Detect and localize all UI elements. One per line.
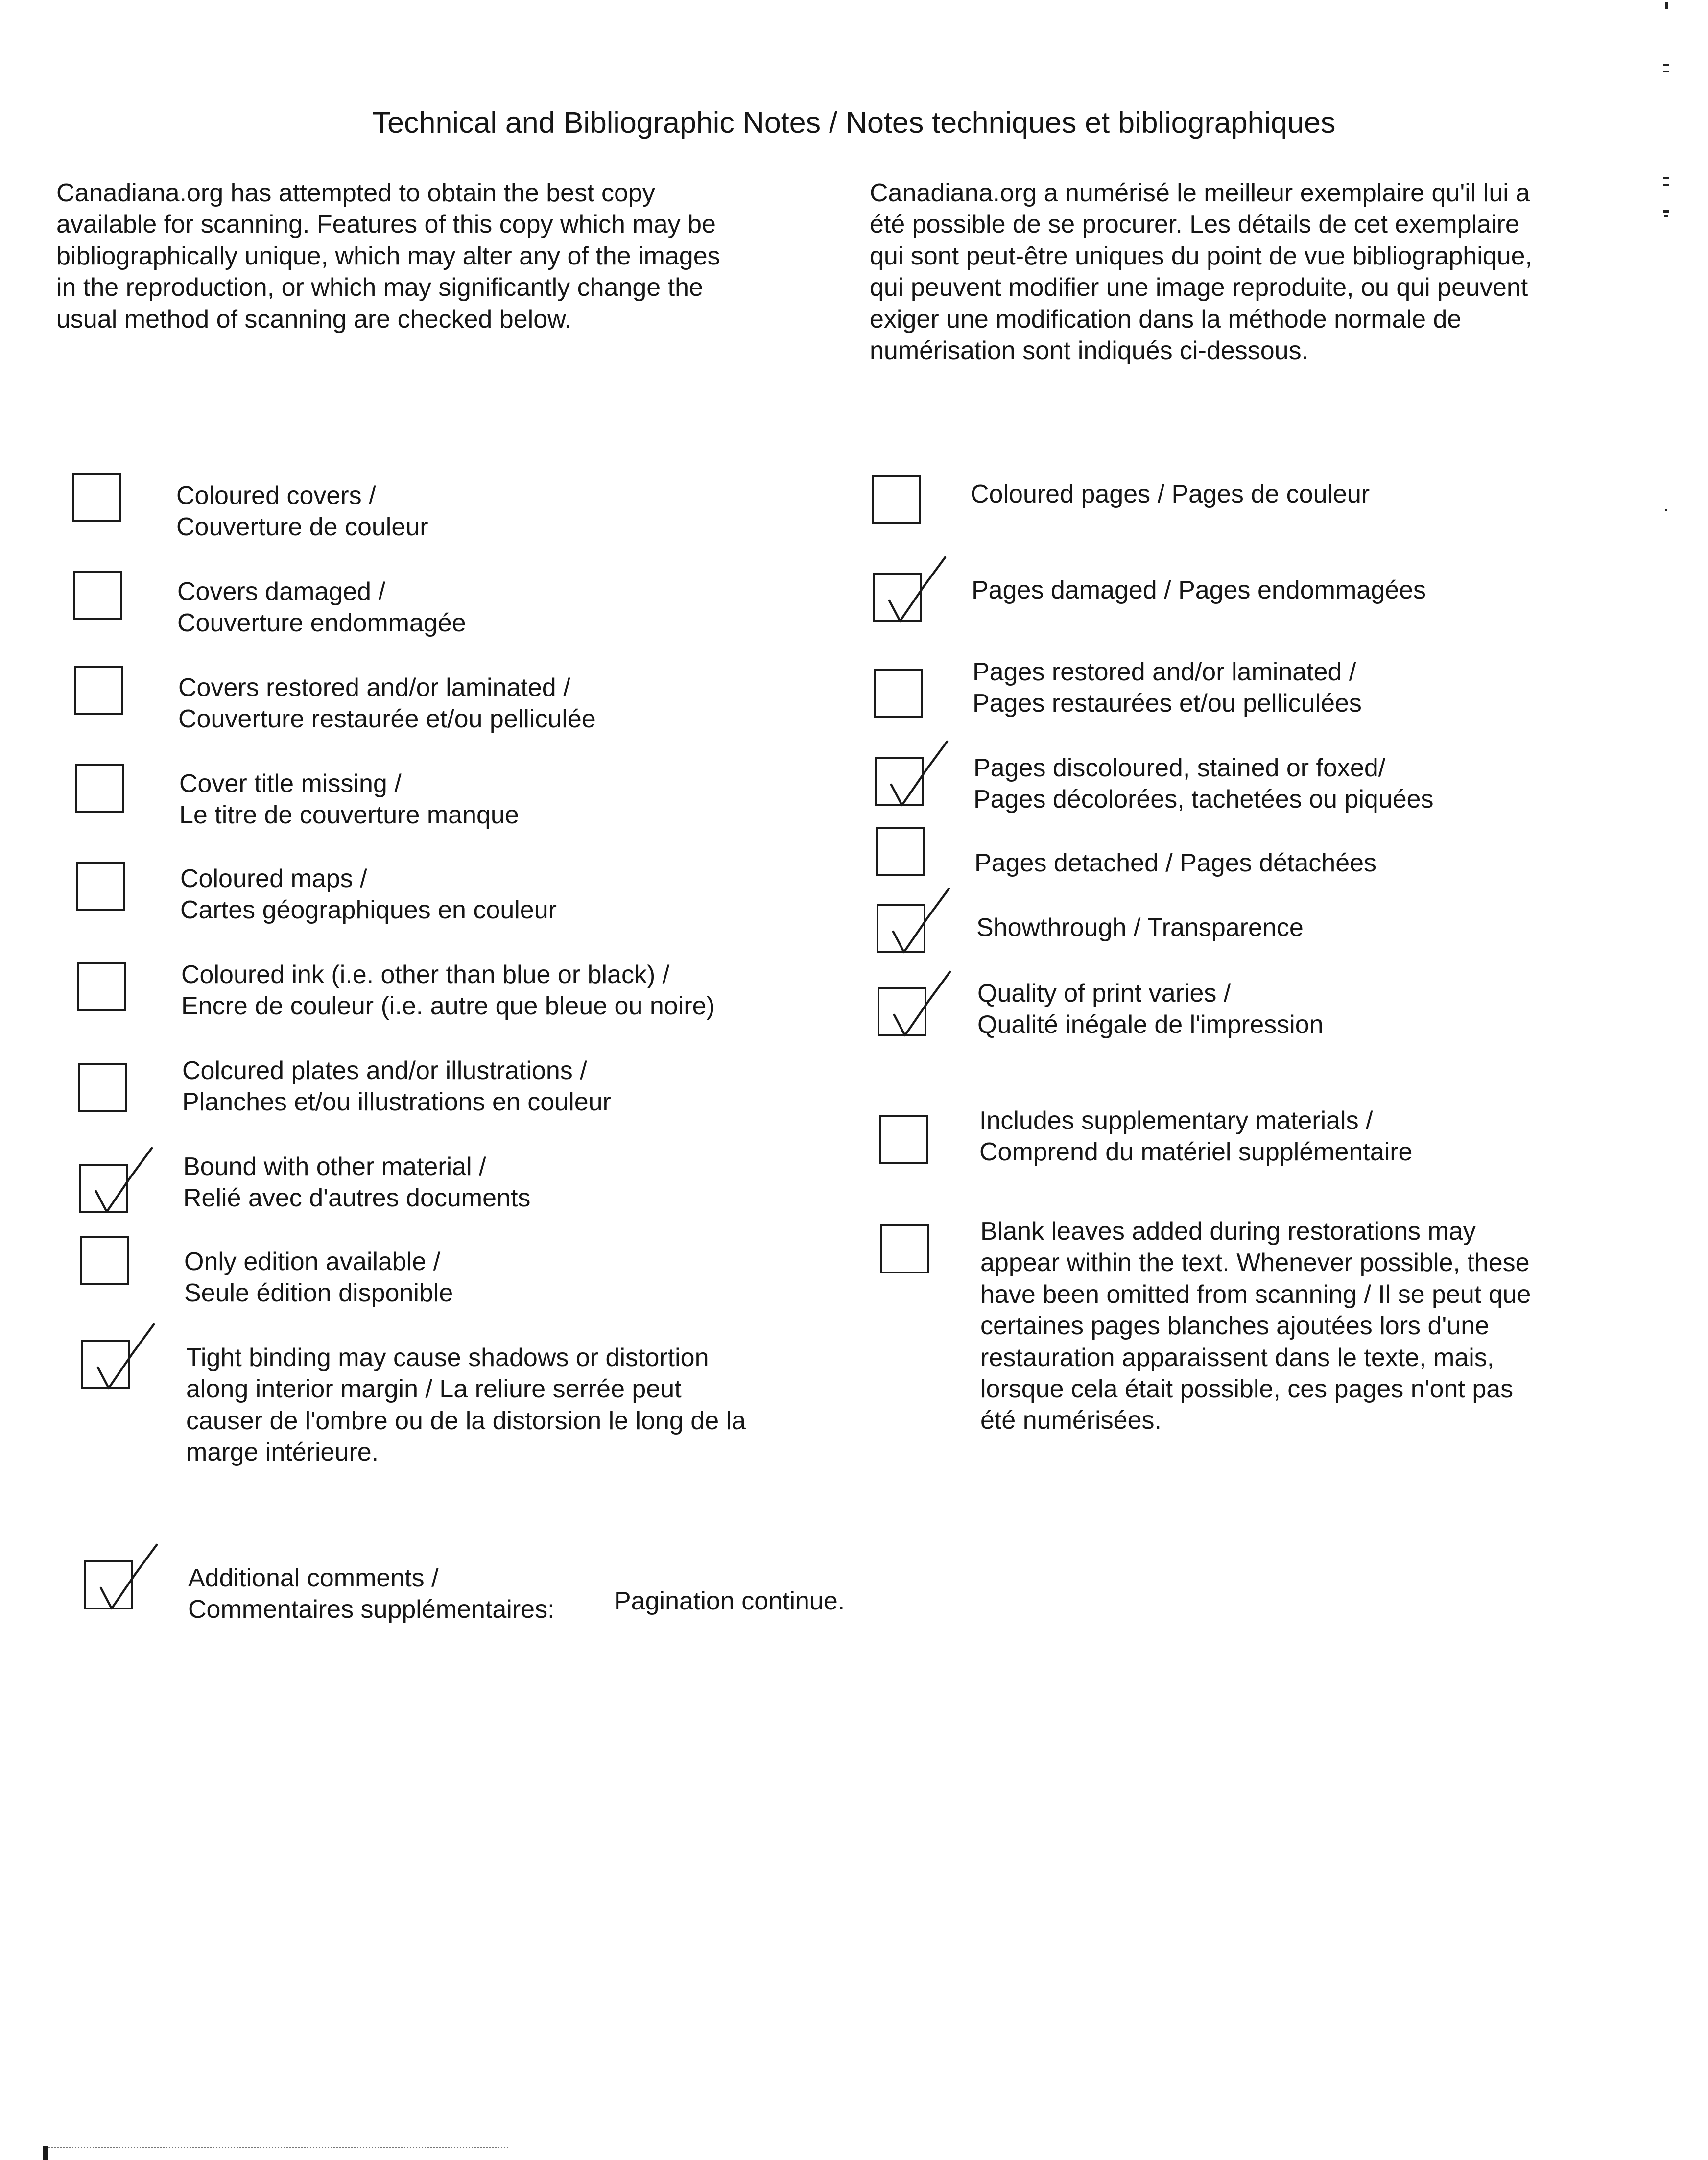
label-pages-detached <box>974 847 1376 879</box>
label-line: Qualité inégale de l'impression <box>977 1010 1324 1039</box>
label-includes-supplementary-materials <box>979 1105 1412 1168</box>
intro-english-line: bibliographically unique, which may alter any of the images <box>56 241 720 270</box>
label-line: Coloured pages / Pages de couleur <box>971 480 1370 508</box>
intro-french-line: qui peuvent modifier une image reproduite, ou qui peuvent <box>870 273 1528 302</box>
check-mark-icon <box>876 885 954 958</box>
intro-english-line: usual method of scanning are checked below. <box>56 305 572 334</box>
label-line: Comprend du matériel supplémentaire <box>979 1138 1413 1167</box>
checkbox-includes-supplementary-materials[interactable] <box>879 1115 928 1164</box>
label-line: Pages restaurées et/ou pelliculées <box>973 689 1362 718</box>
label-line: Showthrough / Transparence <box>976 913 1304 942</box>
label-line: Pages décolorées, tachetées ou piquées <box>973 785 1434 814</box>
label-line: Cartes géographiques en couleur <box>180 896 557 925</box>
label-line: Planches et/ou illustrations en couleur <box>182 1088 611 1117</box>
checkbox-blank-leaves-added[interactable] <box>880 1224 929 1273</box>
check-mark-stroke <box>893 888 949 952</box>
check-mark-stroke <box>894 972 950 1035</box>
label-coloured-plates <box>182 1055 611 1118</box>
checkbox-showthrough[interactable] <box>877 904 925 953</box>
intro-french-line: exiger une modification dans la méthode normale de <box>870 305 1462 334</box>
intro-french <box>870 177 1532 366</box>
scan-edge-mark <box>43 2146 48 2160</box>
check-mark-icon <box>877 968 955 1041</box>
label-line: marge intérieure. <box>186 1438 379 1467</box>
scan-edge-line <box>43 2147 508 2148</box>
intro-french-line: Canadiana.org a numérisé le meilleur exemplaire qu'il lui a <box>870 179 1530 207</box>
label-tight-binding <box>186 1342 746 1468</box>
checkbox-coloured-pages[interactable] <box>872 475 921 524</box>
check-mark-stroke <box>98 1324 154 1388</box>
checkbox-tight-binding[interactable] <box>81 1340 130 1389</box>
label-line: Pages damaged / Pages endommagées <box>972 576 1426 604</box>
checkbox-bound-with-other-material[interactable] <box>79 1164 128 1213</box>
label-line: Cover title missing / <box>179 769 402 798</box>
checkbox-coloured-covers[interactable] <box>72 473 121 522</box>
label-line: Le titre de couverture manque <box>179 801 519 830</box>
label-coloured-pages <box>971 479 1370 510</box>
intro-french-line: numérisation sont indiqués ci-dessous. <box>870 336 1309 365</box>
label-line: causer de l'ombre ou de la distorsion le long de la <box>186 1406 746 1435</box>
checkbox-pages-detached[interactable] <box>876 827 925 876</box>
label-line: Relié avec d'autres documents <box>183 1184 531 1213</box>
label-line: Includes supplementary materials / <box>979 1106 1373 1135</box>
label-coloured-covers <box>176 480 428 543</box>
label-line: Encre de couleur (i.e. autre que bleue ou noire) <box>181 992 715 1021</box>
check-mark-icon <box>78 1144 157 1218</box>
label-line: Commentaires supplémentaires: <box>188 1595 555 1624</box>
label-line: certaines pages blanches ajoutées lors d'une <box>980 1312 1490 1341</box>
label-line: Coloured covers / <box>176 481 376 510</box>
label-line: Covers damaged / <box>177 577 385 606</box>
label-coloured-ink <box>181 959 715 1022</box>
checkbox-coloured-ink[interactable] <box>77 962 126 1011</box>
label-only-edition-available <box>184 1246 453 1309</box>
checkbox-only-edition-available[interactable] <box>80 1236 129 1285</box>
label-covers-damaged <box>177 576 466 639</box>
checkbox-coloured-maps[interactable] <box>76 862 125 911</box>
label-line: Colcured plates and/or illustrations / <box>182 1056 587 1085</box>
label-line: along interior margin / La reliure serrée peut <box>186 1375 682 1404</box>
label-line: Seule édition disponible <box>184 1279 453 1308</box>
label-showthrough <box>976 912 1304 943</box>
label-line: appear within the text. Whenever possible, these <box>980 1248 1530 1277</box>
label-line: Pages detached / Pages détachées <box>974 849 1377 877</box>
check-mark-icon <box>80 1320 159 1394</box>
checkbox-additional-comments[interactable] <box>84 1560 133 1609</box>
label-line: Covers restored and/or laminated / <box>178 673 570 702</box>
checkbox-pages-discoloured[interactable] <box>875 757 924 806</box>
intro-english-line: available for scanning. Features of this copy which may be <box>56 210 716 239</box>
check-mark-stroke <box>101 1545 157 1608</box>
label-covers-restored <box>178 672 596 735</box>
check-mark-stroke <box>891 742 947 805</box>
label-bound-with-other-material <box>183 1151 530 1214</box>
checkbox-covers-restored[interactable] <box>74 666 123 715</box>
label-additional-comments <box>188 1562 555 1626</box>
intro-english <box>56 177 720 335</box>
checkbox-covers-damaged[interactable] <box>73 571 122 620</box>
check-mark-icon <box>83 1541 162 1614</box>
intro-english-line: in the reproduction, or which may significantly change the <box>56 273 703 302</box>
label-line: lorsque cela était possible, ces pages n'ont pas <box>980 1375 1514 1404</box>
label-line: Bound with other material / <box>183 1152 486 1181</box>
intro-french-line: été possible de se procurer. Les détails de cet exemplaire <box>870 210 1519 239</box>
check-mark-icon <box>872 553 950 627</box>
intro-french-line: qui sont peut-être uniques du point de vue bibliographique, <box>870 241 1532 270</box>
page-title: Technical and Bibliographic Notes / Notes techniques et bibliographiques <box>372 106 1336 139</box>
label-line: Quality of print varies / <box>977 979 1231 1008</box>
label-line: Couverture endommagée <box>177 609 466 638</box>
label-pages-discoloured <box>973 752 1434 816</box>
label-line: Pages discoloured, stained or foxed/ <box>973 754 1386 782</box>
label-cover-title-missing <box>179 768 519 831</box>
label-line: Only edition available / <box>184 1248 441 1276</box>
checkbox-cover-title-missing[interactable] <box>75 764 124 813</box>
label-line: Tight binding may cause shadows or distortion <box>186 1344 709 1372</box>
label-line: Additional comments / <box>188 1564 439 1592</box>
label-line: été numérisées. <box>980 1406 1162 1435</box>
label-line: Blank leaves added during restorations may <box>980 1217 1476 1246</box>
check-mark-stroke <box>889 557 945 621</box>
label-line: Coloured maps / <box>180 864 367 893</box>
label-pages-restored <box>973 656 1362 720</box>
label-blank-leaves-added <box>980 1216 1531 1437</box>
label-line: Couverture restaurée et/ou pelliculée <box>178 705 596 734</box>
check-mark-stroke <box>96 1148 152 1212</box>
checkbox-coloured-plates[interactable] <box>78 1063 127 1112</box>
label-pages-damaged <box>972 575 1426 606</box>
label-line: restauration apparaissent dans le texte, mais, <box>980 1343 1494 1372</box>
checkbox-pages-restored[interactable] <box>874 669 923 718</box>
checkbox-pages-damaged[interactable] <box>873 573 922 622</box>
label-coloured-maps <box>180 863 557 926</box>
label-quality-of-print-varies <box>977 978 1324 1041</box>
check-mark-icon <box>874 738 952 811</box>
checkbox-quality-of-print-varies[interactable] <box>878 987 926 1036</box>
label-line: Pages restored and/or laminated / <box>973 658 1356 686</box>
label-line: Coloured ink (i.e. other than blue or black) / <box>181 960 670 989</box>
label-line: Couverture de couleur <box>176 513 428 542</box>
intro-english-line: Canadiana.org has attempted to obtain the best copy <box>56 179 655 207</box>
additional-comments-value: Pagination continue. <box>614 1587 845 1615</box>
label-line: have been omitted from scanning / Il se peut que <box>980 1280 1531 1309</box>
